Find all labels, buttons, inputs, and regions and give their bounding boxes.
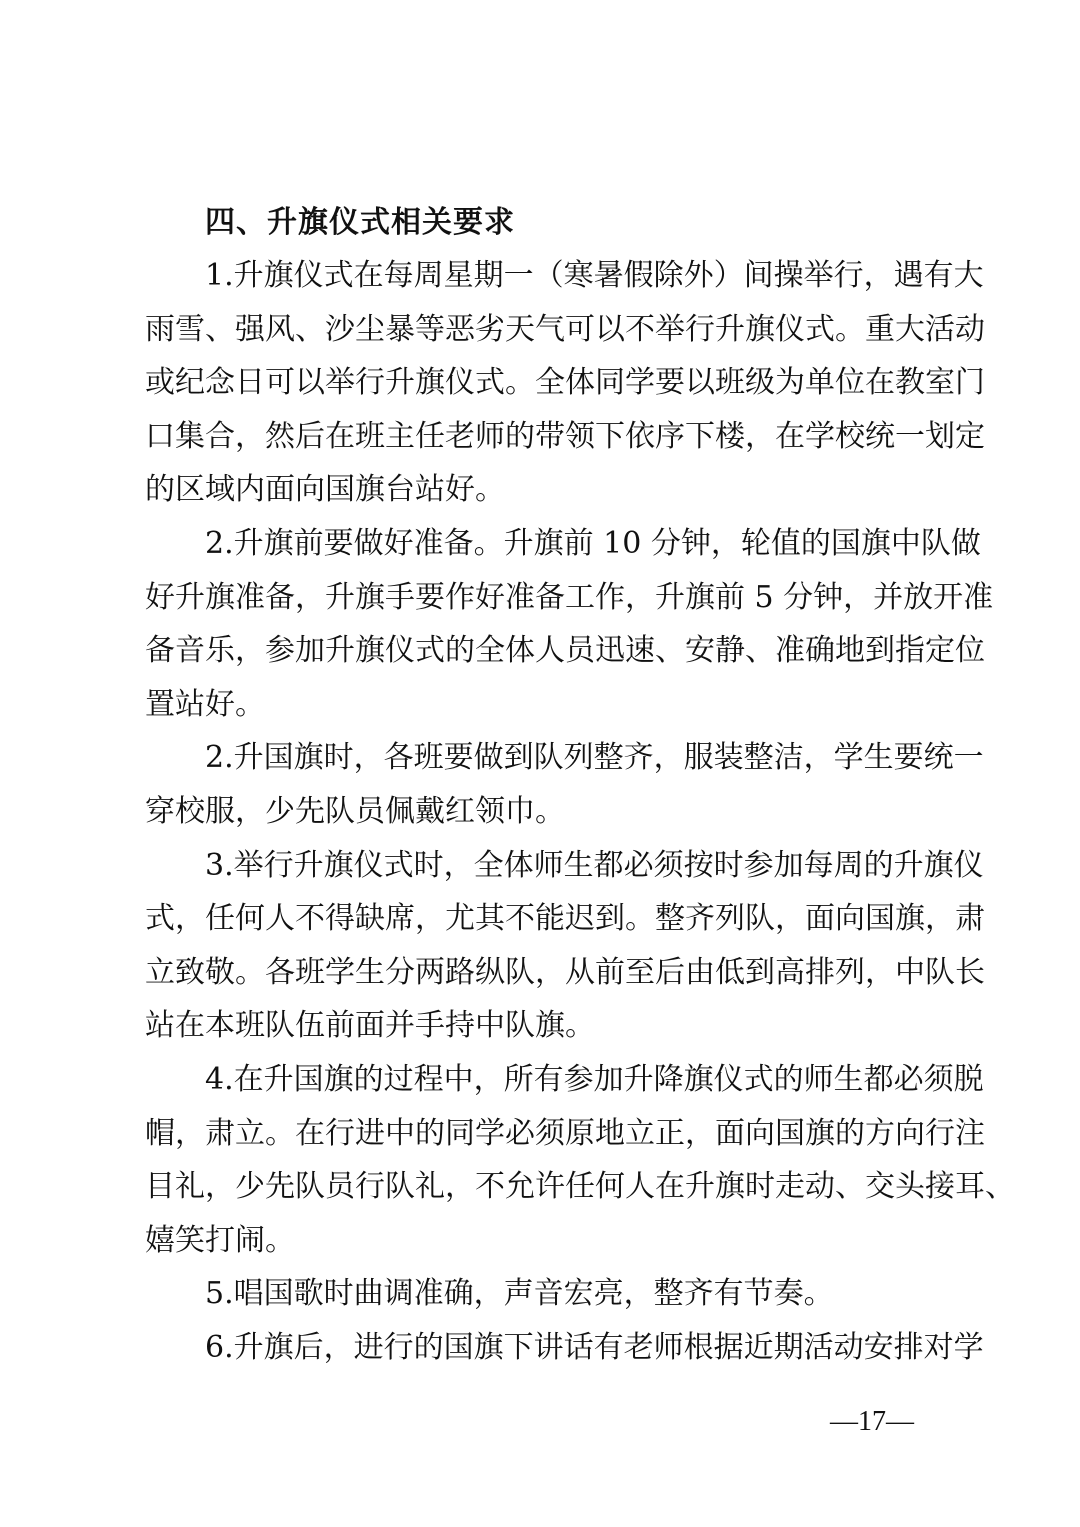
paragraph-6 (145, 1267, 945, 1321)
page-number: —17— (830, 1406, 914, 1437)
text-line: 好升旗准备，升旗手要作好准备工作，升旗前 5 分钟，并放开准 (145, 579, 994, 615)
text-line: 嬉笑打闹。 (145, 1222, 295, 1258)
text-line: 或纪念日可以举行升旗仪式。全体同学要以班级为单位在教室门 (145, 365, 985, 401)
text-line: 3.举行升旗仪式时，全体师生都必须按时参加每周的升旗仪 (205, 847, 984, 883)
text-line: 穿校服，少先队员佩戴红领巾。 (145, 793, 565, 829)
text-line: 站在本班队伍前面并手持中队旗。 (145, 1008, 595, 1044)
text-line: 口集合，然后在班主任老师的带领下依序下楼，在学校统一划定 (145, 418, 985, 454)
section-heading: 四、升旗仪式相关要求 (205, 205, 515, 240)
text-line: 的区域内面向国旗台站好。 (145, 472, 505, 508)
text-line: 帽，肃立。在行进中的同学必须原地立正，面向国旗的方向行注 (145, 1115, 985, 1151)
text-line: 式，任何人不得缺席，尤其不能迟到。整齐列队，面向国旗，肃 (145, 901, 985, 937)
paragraph-2 (145, 517, 994, 731)
text-line: 备音乐，参加升旗仪式的全体人员迅速、安静、准确地到指定位 (145, 633, 985, 669)
text-line: 立致敬。各班学生分两路纵队，从前至后由低到高排列，中队长 (145, 954, 985, 990)
paragraph-4 (145, 839, 985, 1053)
document-body (145, 197, 1015, 1374)
paragraph-5 (145, 1053, 1015, 1267)
paragraph-1 (145, 249, 985, 517)
paragraph-7 (145, 1321, 984, 1375)
text-line: 4.在升国旗的过程中，所有参加升降旗仪式的师生都必须脱 (205, 1061, 984, 1097)
text-line: 1.升旗仪式在每周星期一（寒暑假除外）间操举行，遇有大 (205, 258, 984, 293)
text-line: 雨雪、强风、沙尘暴等恶劣天气可以不举行升旗仪式。重大活动 (145, 311, 985, 347)
text-line: 2.升旗前要做好准备。升旗前 10 分钟，轮值的国旗中队做 (205, 525, 981, 561)
paragraph-3 (145, 731, 984, 838)
text-line: 6.升旗后，进行的国旗下讲话有老师根据近期活动安排对学 (205, 1329, 984, 1365)
text-line: 置站好。 (145, 686, 265, 722)
text-line: 5.唱国歌时曲调准确，声音宏亮，整齐有节奏。 (205, 1276, 834, 1312)
text-line: 目礼，少先队员行队礼，不允许任何人在升旗时走动、交头接耳、 (145, 1169, 1015, 1205)
text-line: 2.升国旗时，各班要做到队列整齐，服装整洁，学生要统一 (205, 740, 984, 776)
